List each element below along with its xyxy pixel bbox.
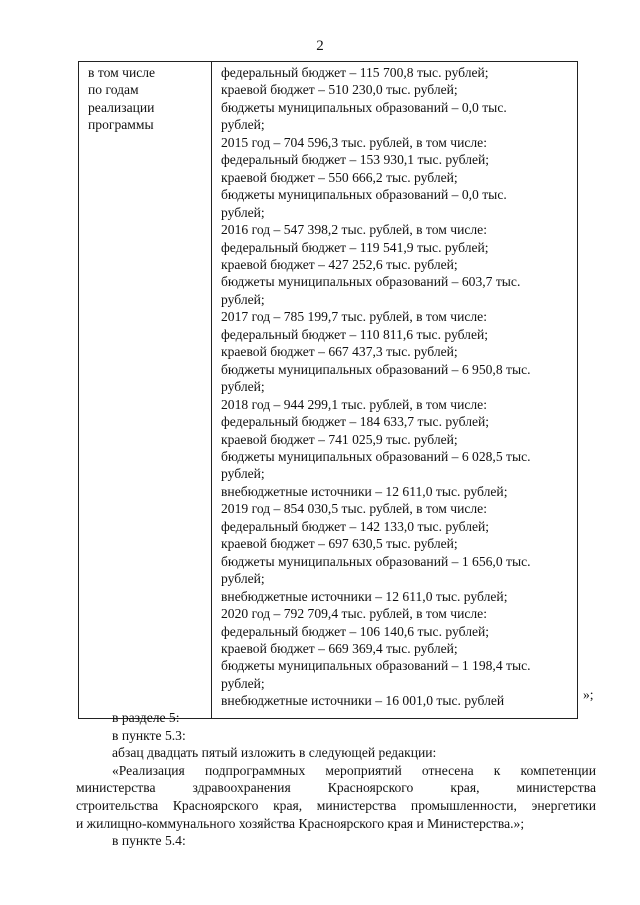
cell-line: рублей; — [221, 675, 265, 691]
cell-line: федеральный бюджет – 142 133,0 тыс. рублей; — [221, 518, 490, 534]
table-left-cell — [79, 62, 212, 719]
cell-line: бюджеты муниципальных образований – 6 028,5 тыс. — [221, 448, 531, 464]
cell-line: федеральный бюджет – 119 541,9 тыс. рублей; — [221, 239, 489, 255]
cell-line: краевой бюджет – 741 025,9 тыс. рублей; — [221, 431, 458, 447]
cell-line: программы — [88, 117, 154, 133]
page-number: 2 — [316, 38, 324, 54]
cell-line: 2019 год – 854 030,5 тыс. рублей, в том числе: — [221, 501, 487, 517]
cell-line: федеральный бюджет – 110 811,6 тыс. рублей; — [221, 326, 489, 342]
table-right-cell — [212, 62, 578, 719]
cell-line: рублей; — [221, 571, 265, 587]
quote-line: и жилищно-коммунального хозяйства Красноярского края и Министерства.»; — [76, 815, 525, 831]
cell-line: краевой бюджет – 697 630,5 тыс. рублей; — [221, 536, 458, 552]
clause-5-4-line: в пункте 5.4: — [112, 833, 186, 849]
cell-line: краевой бюджет – 669 369,4 тыс. рублей; — [221, 640, 458, 656]
cell-line: краевой бюджет – 550 666,2 тыс. рублей; — [221, 169, 458, 185]
cell-line: рублей; — [221, 379, 265, 395]
cell-line: внебюджетные источники – 16 001,0 тыс. рублей — [221, 693, 505, 709]
cell-line: реализации — [88, 99, 155, 115]
cell-line: федеральный бюджет – 184 633,7 тыс. рублей; — [221, 414, 490, 430]
clause-5-3-line: в пункте 5.3: — [112, 727, 186, 743]
cell-line: рублей; — [221, 204, 265, 220]
quote-line: «Реализация подпрограммных мероприятий отнесена к компетенции — [112, 762, 596, 778]
cell-line: рублей; — [221, 117, 265, 133]
quote-line: строительства Красноярского края, министерства промышленности, энергетики — [76, 797, 596, 813]
left-cell-text — [88, 64, 211, 134]
cell-line: федеральный бюджет – 115 700,8 тыс. рублей; — [221, 65, 489, 80]
cell-line: по годам — [88, 82, 139, 98]
closing-quote-mark: »; — [583, 687, 594, 702]
cell-line: 2020 год – 792 709,4 тыс. рублей, в том числе: — [221, 606, 487, 622]
cell-line: внебюджетные источники – 12 611,0 тыс. рублей; — [221, 588, 508, 604]
cell-line: 2016 год – 547 398,2 тыс. рублей, в том числе: — [221, 222, 487, 238]
budget-table — [78, 61, 578, 719]
cell-line: 2018 год – 944 299,1 тыс. рублей, в том числе: — [221, 396, 487, 412]
cell-line: бюджеты муниципальных образований – 603,7 тыс. — [221, 274, 521, 290]
cell-line: бюджеты муниципальных образований – 1 656,0 тыс. — [221, 553, 531, 569]
cell-line: краевой бюджет – 510 230,0 тыс. рублей; — [221, 82, 458, 98]
cell-line: бюджеты муниципальных образований – 1 198,4 тыс. — [221, 658, 531, 674]
quote-line: министерства здравоохранения Красноярского края, министерства — [76, 780, 596, 796]
cell-line: бюджеты муниципальных образований – 6 950,8 тыс. — [221, 361, 531, 377]
cell-line: федеральный бюджет – 153 930,1 тыс. рублей; — [221, 152, 490, 168]
cell-line: рублей; — [221, 466, 265, 482]
table-row — [79, 62, 578, 719]
cell-line: 2017 год – 785 199,7 тыс. рублей, в том числе: — [221, 309, 487, 325]
cell-line: краевой бюджет – 427 252,6 тыс. рублей; — [221, 256, 458, 272]
cell-line: краевой бюджет – 667 437,3 тыс. рублей; — [221, 344, 458, 360]
right-cell-text — [221, 64, 573, 710]
cell-line: бюджеты муниципальных образований – 0,0 тыс. — [221, 99, 507, 115]
cell-line: в том числе — [88, 65, 156, 80]
cell-line: федеральный бюджет – 106 140,6 тыс. рублей; — [221, 623, 490, 639]
paragraph-instruction: абзац двадцать пятый изложить в следующей редакции: — [112, 745, 437, 761]
cell-line: рублей; — [221, 291, 265, 307]
amendment-text — [76, 709, 596, 850]
cell-line: бюджеты муниципальных образований – 0,0 тыс. — [221, 187, 507, 203]
section-5-line: в разделе 5: — [112, 710, 180, 725]
cell-line: внебюджетные источники – 12 611,0 тыс. рублей; — [221, 483, 508, 499]
cell-line: 2015 год – 704 596,3 тыс. рублей, в том числе: — [221, 134, 487, 150]
